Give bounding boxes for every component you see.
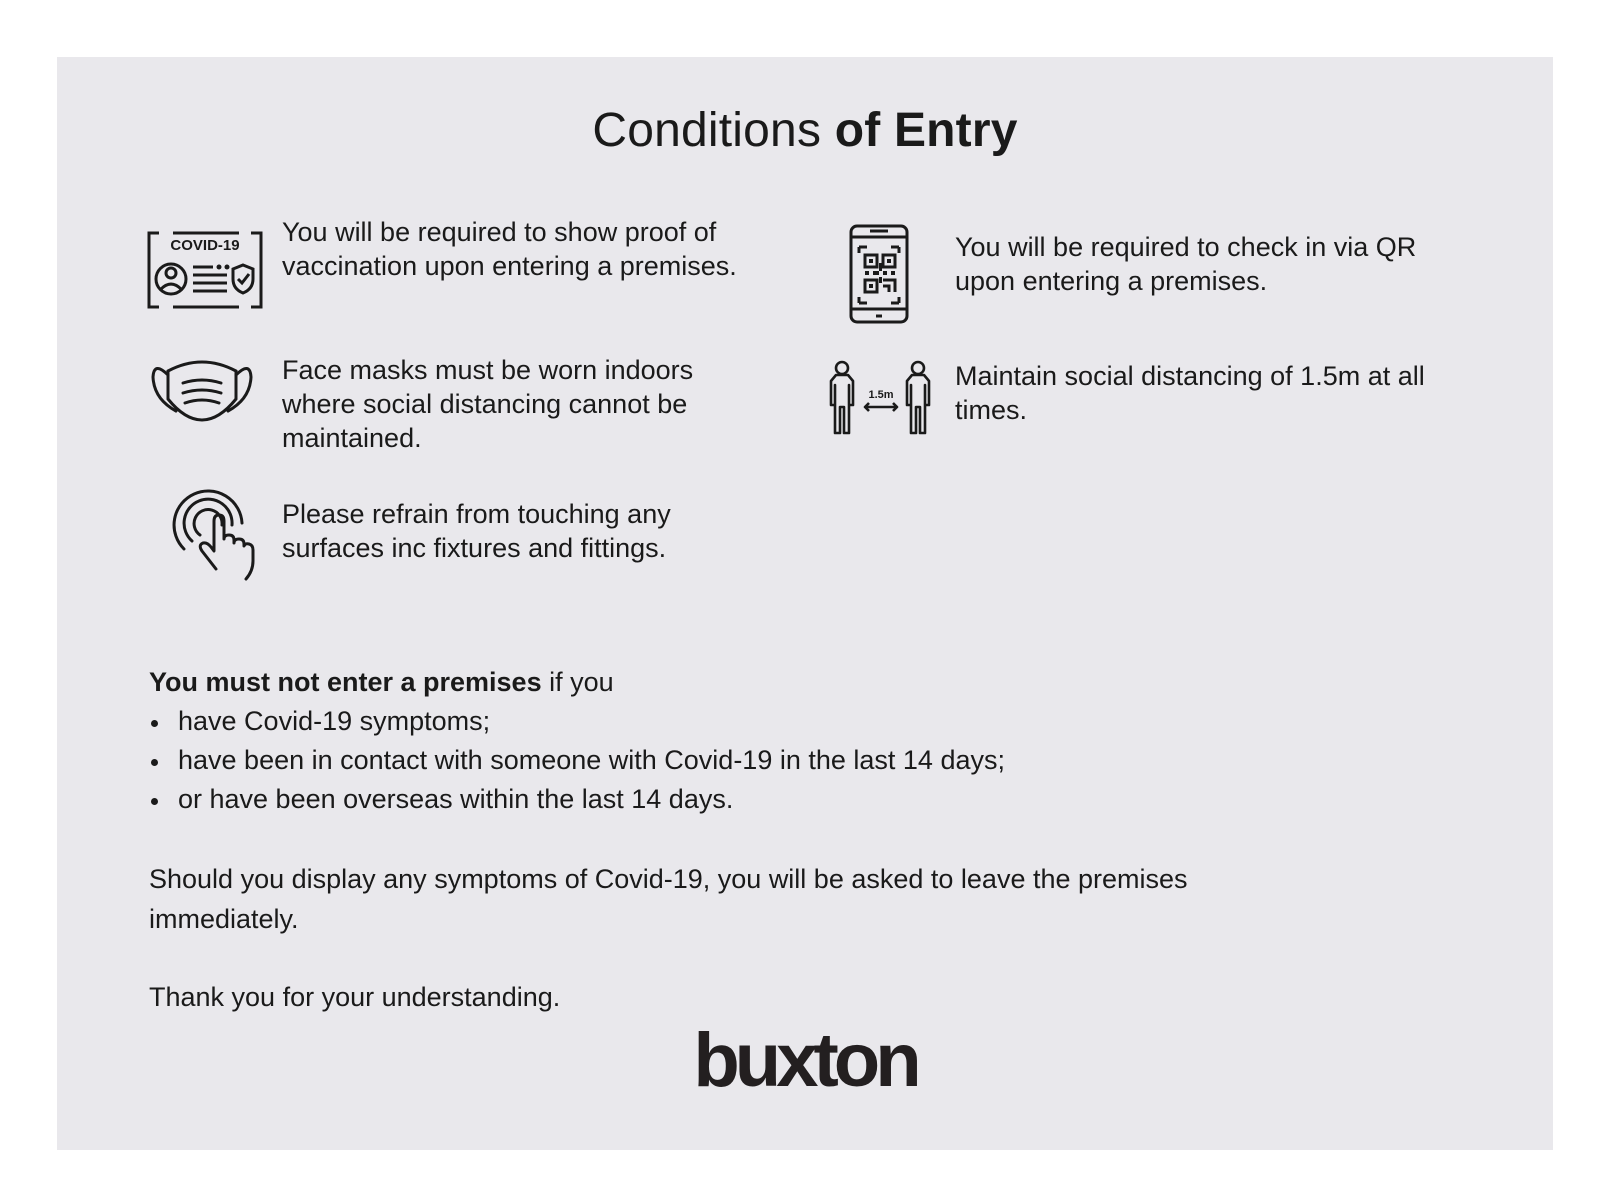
thank-you-text: Thank you for your understanding. — [149, 982, 561, 1012]
touch-finger-icon — [172, 489, 258, 583]
touching-text: Please refrain from touching any surfaces inc fixtures and fittings. — [282, 499, 671, 563]
restrictions-list — [149, 702, 1005, 819]
face-mask-icon — [150, 355, 254, 433]
list-item: or have been overseas within the last 14 days. — [149, 780, 1005, 819]
buxton-logo: buxton — [693, 1018, 917, 1103]
symptoms-notice: Should you display any symptoms of Covid-19, you will be asked to leave the premises immediately. — [149, 864, 1188, 934]
title-bold: of Entry — [834, 104, 1018, 157]
distance-label: 1.5m — [868, 389, 894, 401]
phone-qr-code-icon — [848, 223, 910, 325]
title-light: Conditions — [592, 104, 822, 157]
face-mask-text: Face masks must be worn indoors where social distancing cannot be maintained. — [282, 355, 694, 453]
covid-19-label: COVID-19 — [170, 237, 240, 254]
restrictions-intro-bold: You must not enter a premises — [149, 667, 542, 697]
vaccination-certificate-icon — [145, 229, 265, 311]
list-item: have Covid-19 symptoms; — [149, 702, 1005, 741]
distancing-text: Maintain social distancing of 1.5m at all times. — [955, 361, 1425, 425]
restrictions-intro — [149, 663, 1005, 702]
social-distancing-icon — [825, 359, 937, 435]
list-item: have been in contact with someone with Covid-19 in the last 14 days; — [149, 741, 1005, 780]
qr-checkin-text: You will be required to check in via QR upon entering a premises. — [955, 232, 1417, 296]
vaccination-text: You will be required to show proof of vaccination upon entering a premises. — [282, 217, 737, 281]
restrictions-intro-rest: if you — [541, 667, 614, 697]
conditions-panel — [57, 57, 1553, 1150]
restrictions-block — [149, 663, 1005, 819]
page-title — [57, 103, 1553, 158]
